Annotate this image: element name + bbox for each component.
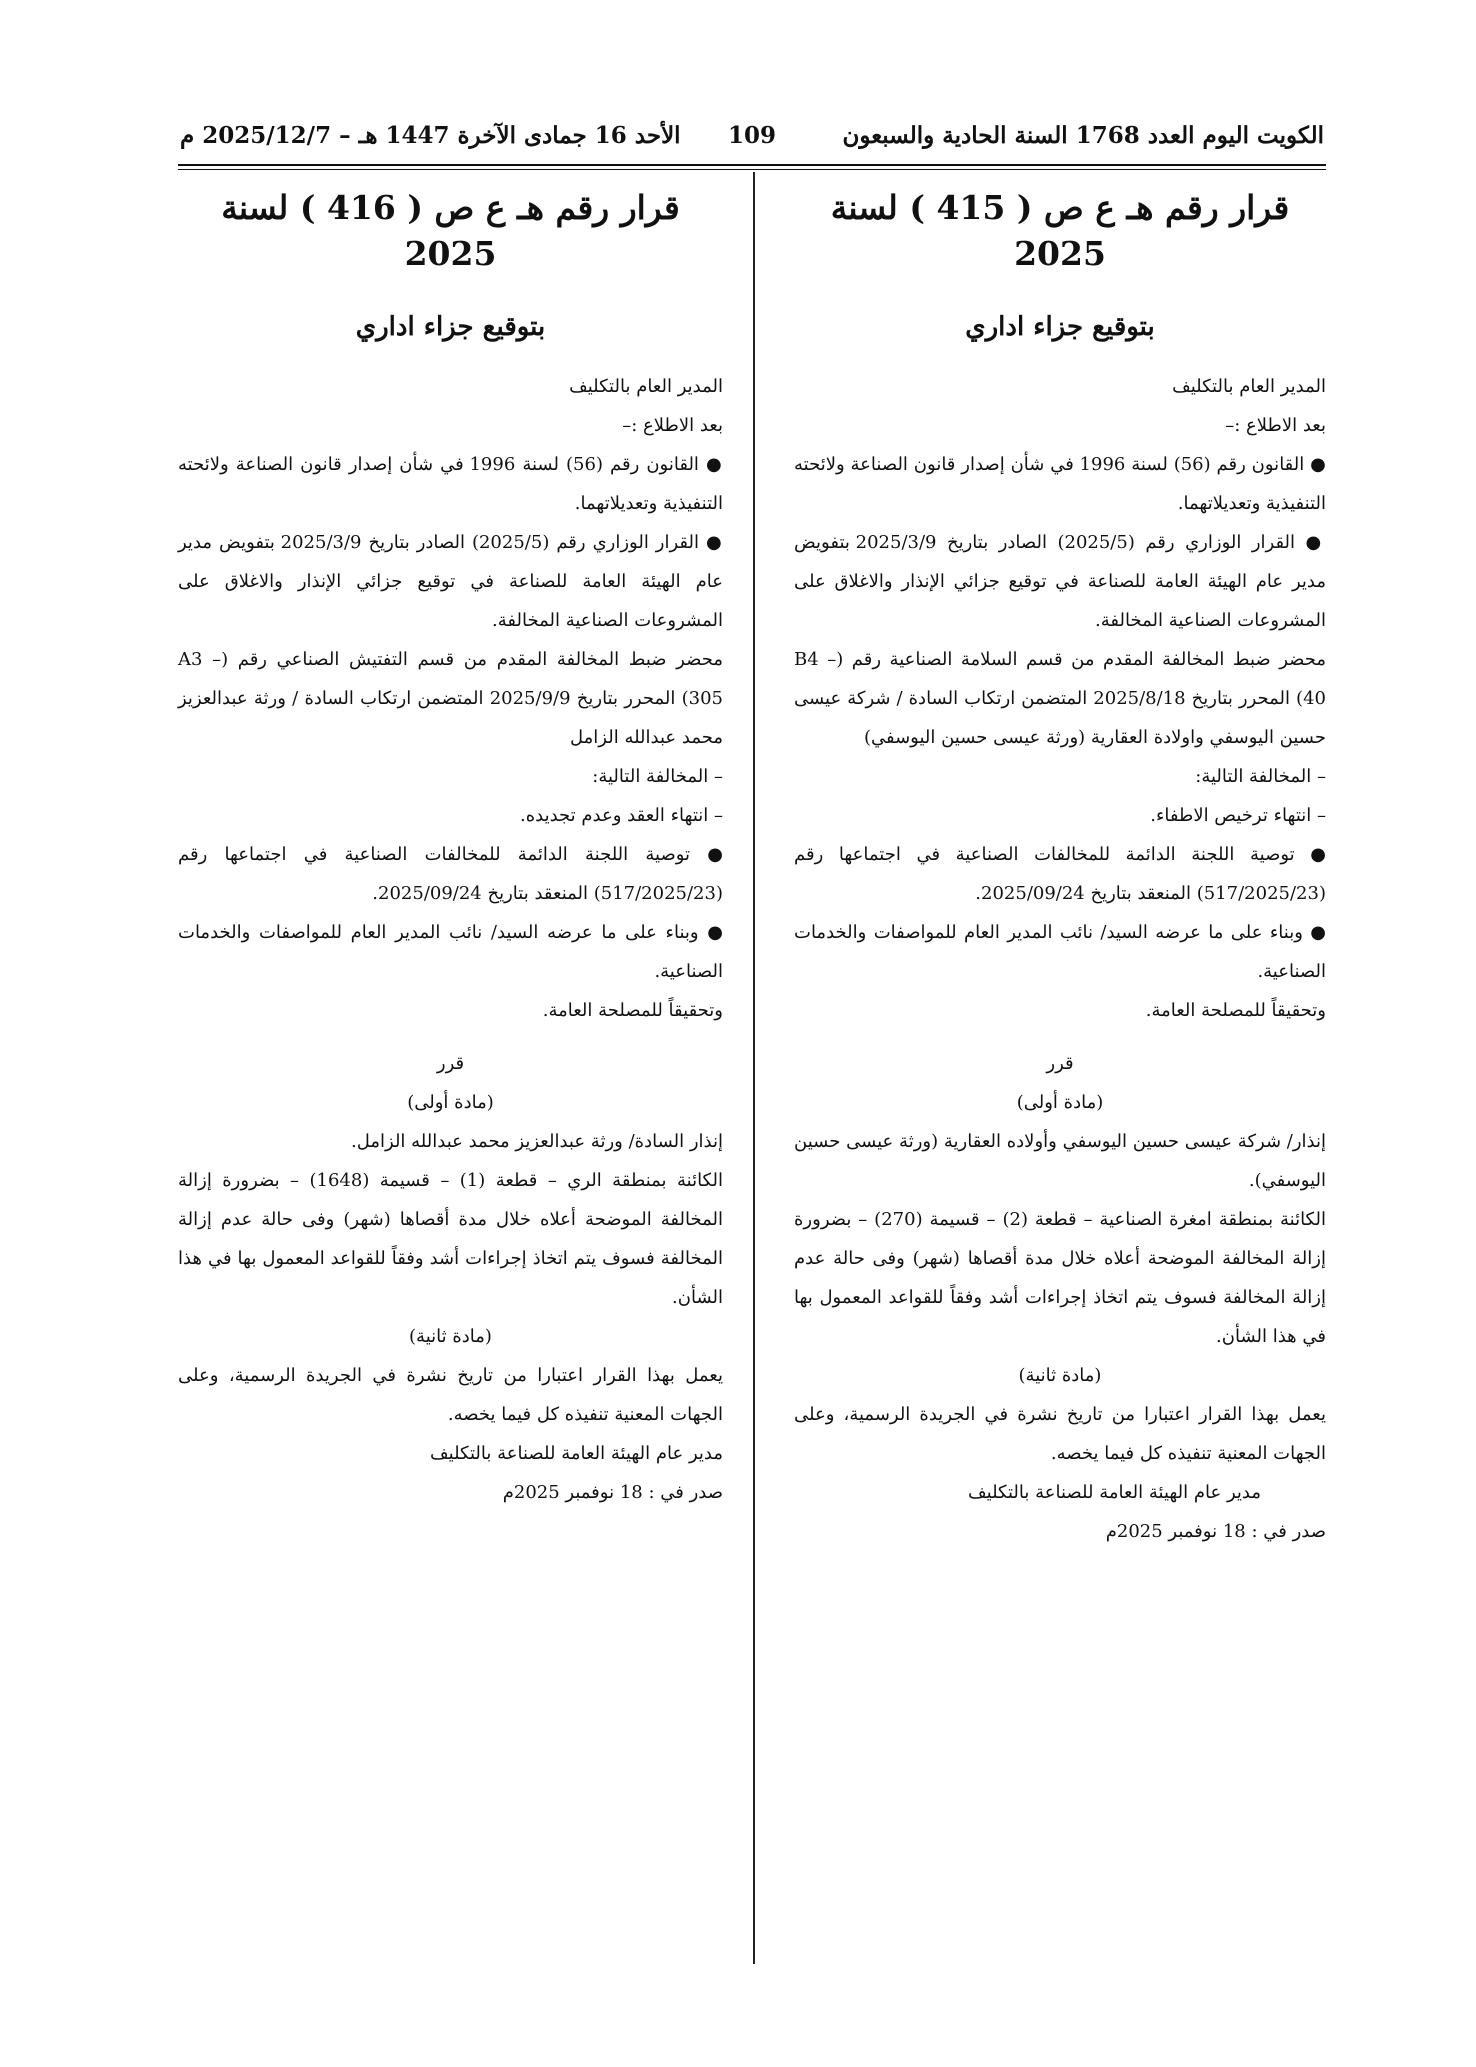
reference-law: ● القانون رقم (56) لسنة 1996 في شأن إصدار قانون الصناعة ولائحته التنفيذية وتعديلاتهما.	[794, 454, 1326, 514]
decision-415-column	[794, 170, 1326, 1551]
violation-item: – انتهاء العقد وعدم تجديده.	[519, 805, 723, 826]
violation-report: محضر ضبط المخالفة المقدم من قسم السلامة الصناعية رقم (B4 – 40) المحرر بتاريخ 2025/8/18 المتضمن ارتكاب السادة / شركة عيسى حسين اليوسفي واولادة العقارية (ورثة عيسى حسين اليوسفي)	[794, 649, 1326, 748]
signatory: مدير عام الهيئة العامة للصناعة بالتكليف	[430, 1443, 723, 1464]
issuer-line: المدير العام بالتكليف	[569, 376, 723, 397]
header-rule	[178, 164, 1326, 166]
decided-heading: قرر	[436, 1053, 465, 1074]
warning-recipient: إنذار/ شركة عيسى حسين اليوسفي وأولاده العقارية (ورثة عيسى حسين اليوسفي).	[794, 1131, 1326, 1191]
article-one-heading: (مادة أولى)	[1016, 1092, 1104, 1113]
issue-date: الأحد 16 جمادى الآخرة 1447 هـ – 2025/12/7 م	[180, 122, 681, 149]
article-two-heading: (مادة ثانية)	[409, 1326, 492, 1347]
deputy-presentation: ● وبناء على ما عرضه السيد/ نائب المدير العام للمواصفات والخدمات الصناعية.	[794, 922, 1326, 982]
issue-date-line: صدر في : 18 نوفمبر 2025م	[502, 1482, 723, 1503]
decision-title: قرار رقم هـ ع ص ( 416 ) لسنة 2025	[221, 188, 680, 273]
article-two-heading: (مادة ثانية)	[1018, 1365, 1102, 1386]
decision-416-column	[178, 170, 723, 1512]
preamble-line: بعد الاطلاع :–	[622, 415, 723, 436]
public-interest-line: وتحقيقاً للمصلحة العامة.	[1145, 1000, 1326, 1021]
preamble-line: بعد الاطلاع :–	[1225, 415, 1326, 436]
violation-heading: – المخالفة التالية:	[592, 766, 723, 787]
column-divider	[753, 172, 755, 1964]
signatory: مدير عام الهيئة العامة للصناعة بالتكليف	[968, 1482, 1261, 1503]
article-one-heading: (مادة أولى)	[407, 1092, 494, 1113]
page-header	[180, 122, 1324, 160]
decided-heading: قرر	[1046, 1053, 1074, 1074]
violation-item: – انتهاء ترخيص الاطفاء.	[1150, 805, 1326, 826]
page-number: 109	[727, 122, 777, 149]
reference-ministerial-decision: ● القرار الوزاري رقم (2025/5) الصادر بتاريخ 2025/3/9 بتفويض مدير عام الهيئة العامة للصناعة في توقيع جزائي الإنذار والاغلاق على المشروعات الصناعية المخالفة.	[794, 532, 1326, 631]
violation-report: محضر ضبط المخالفة المقدم من قسم التفتيش الصناعي رقم (A3 – 305) المحرر بتاريخ 2025/9/9 المتضمن ارتكاب السادة / ورثة عبدالعزيز محمد عبدالله الزامل	[178, 649, 723, 748]
reference-law: ● القانون رقم (56) لسنة 1996 في شأن إصدار قانون الصناعة ولائحته التنفيذية وتعديلاتهما.	[178, 454, 724, 514]
committee-recommendation: ● توصية اللجنة الدائمة للمخالفات الصناعية في اجتماعها رقم (517/2025/23) المنعقد بتاريخ 2025/09/24.	[794, 844, 1326, 904]
decision-subtitle: بتوقيع جزاء اداري	[355, 312, 546, 342]
article-one-text: الكائنة بمنطقة امغرة الصناعية – قطعة (2) – قسيمة (270) – بضرورة إزالة المخالفة الموضحة أعلاه خلال مدة أقصاها (شهر) وفى حالة عدم إزالة المخالفة فسوف يتم اتخاذ إجراءات أشد وفقاً للقواعد المعمول بها في هذا الشأن.	[794, 1209, 1326, 1347]
decision-title: قرار رقم هـ ع ص ( 415 ) لسنة 2025	[830, 188, 1290, 273]
deputy-presentation: ● وبناء على ما عرضه السيد/ نائب المدير العام للمواصفات والخدمات الصناعية.	[178, 922, 723, 982]
article-two-text: يعمل بهذا القرار اعتبارا من تاريخ نشرة في الجريدة الرسمية، وعلى الجهات المعنية تنفيذه كل فيما يخصه.	[794, 1404, 1326, 1464]
article-two-text: يعمل بهذا القرار اعتبارا من تاريخ نشرة في الجريدة الرسمية، وعلى الجهات المعنية تنفيذه كل فيما يخصه.	[178, 1365, 723, 1425]
reference-ministerial-decision: ● القرار الوزاري رقم (2025/5) الصادر بتاريخ 2025/3/9 بتفويض مدير عام الهيئة العامة للصناعة في توقيع جزائي الإنذار والاغلاق على المشروعات الصناعية المخالفة.	[178, 532, 723, 631]
warning-recipient: إنذار السادة/ ورثة عبدالعزيز محمد عبدالله الزامل.	[351, 1131, 723, 1152]
public-interest-line: وتحقيقاً للمصلحة العامة.	[542, 1000, 723, 1021]
issue-date-line: صدر في : 18 نوفمبر 2025م	[1105, 1521, 1326, 1542]
violation-heading: – المخالفة التالية:	[1195, 766, 1326, 787]
committee-recommendation: ● توصية اللجنة الدائمة للمخالفات الصناعية في اجتماعها رقم (517/2025/23) المنعقد بتاريخ 2025/09/24.	[178, 844, 723, 904]
issuer-line: المدير العام بالتكليف	[1172, 376, 1326, 397]
article-one-text: الكائنة بمنطقة الري – قطعة (1) – قسيمة (1648) – بضرورة إزالة المخالفة الموضحة أعلاه خلال مدة أقصاها (شهر) وفى حالة عدم إزالة المخالفة فسوف يتم اتخاذ إجراءات أشد وفقاً للقواعد المعمول بها في هذا الشأن.	[178, 1170, 723, 1308]
gazette-issue-info: الكويت اليوم العدد 1768 السنة الحادية والسبعون	[842, 122, 1324, 149]
decision-subtitle: بتوقيع جزاء اداري	[965, 312, 1155, 342]
